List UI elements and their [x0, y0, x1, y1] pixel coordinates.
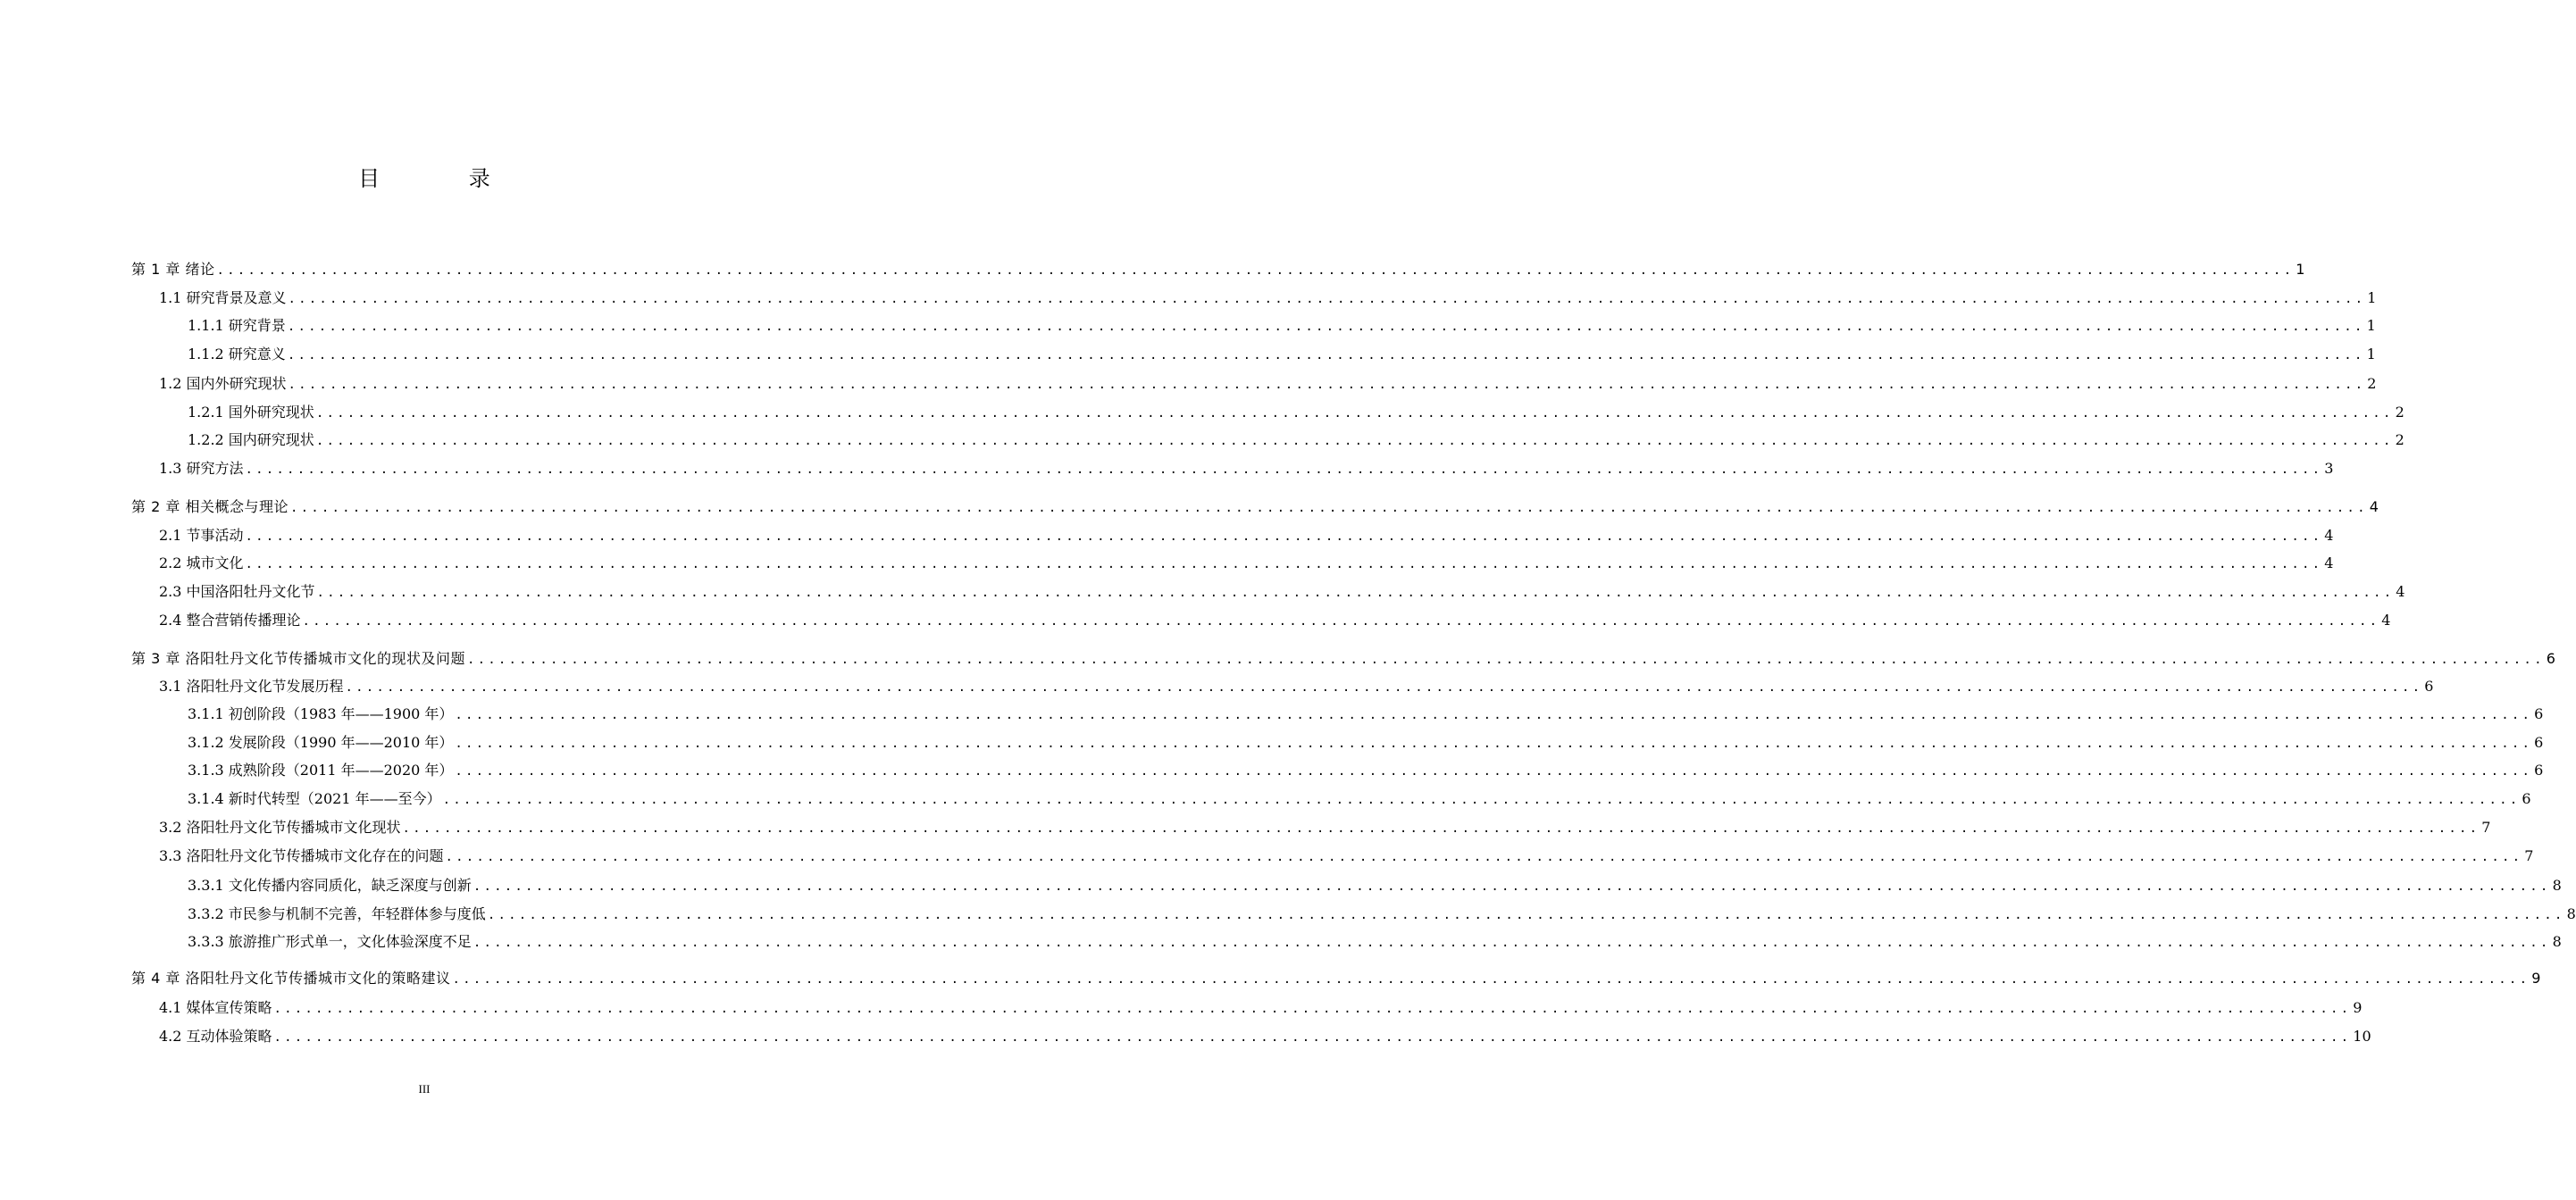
toc-entry-page: 4: [2324, 554, 2334, 571]
toc-entry-page: 8: [2552, 933, 2562, 950]
toc-entry-section[interactable]: [159, 581, 2405, 603]
toc-entry-page: 7: [2481, 819, 2491, 836]
toc-entry-label: 3.3.2 市民参与机制不完善，年轻群体参与度低: [188, 905, 486, 922]
toc-entry-subsection[interactable]: [188, 904, 2576, 925]
toc-leader-dots: ........................................................................................................................................................................................................: [288, 378, 2366, 392]
toc-entry-page: 2: [2367, 375, 2377, 392]
toc-entry-page: 1: [2367, 289, 2377, 306]
toc-leader-dots: ........................................................................................................................................................................................................: [315, 434, 2394, 448]
toc-leader-dots: ........................................................................................................................................................................................................: [473, 879, 2551, 894]
toc-leader-dots: ........................................................................................................................................................................................................: [402, 821, 2480, 836]
toc-entry-subsection[interactable]: [188, 788, 2531, 810]
toc-entry-page: 10: [2353, 1028, 2371, 1045]
toc-leader-dots: ........................................................................................................................................................................................................: [466, 653, 2545, 667]
toc-entry-page: 4: [2381, 612, 2391, 629]
toc-leader-dots: ........................................................................................................................................................................................................: [316, 586, 2395, 600]
toc-entry-label: 1.1.2 研究意义: [188, 346, 286, 362]
toc-entry-section[interactable]: [159, 676, 2434, 697]
toc-entry-section[interactable]: [159, 1026, 2371, 1047]
toc-entry-page: 7: [2524, 847, 2534, 864]
toc-entry-subsection[interactable]: [188, 704, 2544, 725]
toc-entry-label: 第 2 章 相关概念与理论: [131, 498, 289, 515]
toc-entry-subsection[interactable]: [188, 875, 2562, 896]
toc-entry-label: 3.1.3 成熟阶段（2011 年——2020 年）: [188, 762, 454, 779]
toc-entry-page: 4: [2324, 527, 2334, 544]
toc-entry-section[interactable]: [159, 458, 2334, 479]
toc-entry-label: 2.4 整合营销传播理论: [159, 612, 301, 629]
toc-entry-page: 6: [2534, 705, 2544, 722]
toc-entry-page: 1: [2366, 346, 2376, 362]
toc-leader-dots: ........................................................................................................................................................................................................: [245, 557, 2323, 571]
toc-entry-chapter[interactable]: [131, 968, 2541, 989]
toc-leader-dots: ........................................................................................................................................................................................................: [473, 936, 2551, 950]
toc-leader-dots: ........................................................................................................................................................................................................: [273, 1002, 2352, 1016]
toc-entry-label: 1.1 研究背景及意义: [159, 289, 287, 306]
toc-leader-dots: ........................................................................................................................................................................................................: [245, 462, 2323, 477]
toc-leader-dots: ........................................................................................................................................................................................................: [287, 348, 2365, 362]
toc-entry-subsection[interactable]: [188, 429, 2405, 451]
toc-leader-dots: ........................................................................................................................................................................................................: [245, 529, 2323, 544]
toc-leader-dots: ........................................................................................................................................................................................................: [345, 680, 2423, 695]
toc-entry-page: 1: [2366, 317, 2376, 334]
toc-entry-label: 3.1 洛阳牡丹文化节发展历程: [159, 678, 344, 695]
toc-leader-dots: ........................................................................................................................................................................................................: [442, 793, 2521, 807]
toc-entry-section[interactable]: [159, 817, 2491, 838]
page-title: 目 录: [358, 166, 531, 191]
toc-entry-label: 3.1.4 新时代转型（2021 年——至今）: [188, 790, 441, 807]
toc-entry-subsection[interactable]: [188, 315, 2376, 337]
toc-entry-page: 2: [2395, 404, 2405, 421]
toc-leader-dots: ........................................................................................................................................................................................................: [288, 292, 2366, 306]
toc-entry-page: 6: [2534, 762, 2544, 779]
toc-leader-dots: ........................................................................................................................................................................................................: [216, 263, 2295, 278]
toc-entry-label: 1.1.1 研究背景: [188, 317, 286, 334]
toc-leader-dots: ........................................................................................................................................................................................................: [455, 708, 2533, 722]
toc-leader-dots: ........................................................................................................................................................................................................: [455, 737, 2533, 751]
toc-entry-section[interactable]: [159, 997, 2363, 1019]
toc-entry-page: 8: [2552, 877, 2562, 894]
toc-entry-label: 3.2 洛阳牡丹文化节传播城市文化现状: [159, 819, 401, 836]
toc-entry-label: 2.2 城市文化: [159, 554, 244, 571]
toc-entry-subsection[interactable]: [188, 732, 2544, 754]
page-number: III: [418, 1082, 431, 1096]
toc-entry-label: 第 4 章 洛阳牡丹文化节传播城市文化的策略建议: [131, 970, 451, 987]
toc-leader-dots: ........................................................................................................................................................................................................: [315, 406, 2394, 421]
toc-entry-page: 9: [2531, 970, 2541, 987]
toc-entry-page: 9: [2353, 999, 2363, 1016]
toc-leader-dots: ........................................................................................................................................................................................................: [445, 850, 2523, 864]
toc-entry-subsection[interactable]: [188, 931, 2562, 953]
toc-entry-page: 4: [2396, 583, 2405, 600]
toc-entry-section[interactable]: [159, 553, 2334, 574]
toc-entry-label: 1.3 研究方法: [159, 460, 244, 477]
toc-entry-section[interactable]: [159, 373, 2377, 395]
toc-entry-label: 3.3.1 文化传播内容同质化，缺乏深度与创新: [188, 877, 472, 894]
toc-entry-chapter[interactable]: [131, 648, 2555, 670]
toc-entry-label: 3.1.1 初创阶段（1983 年——1900 年）: [188, 705, 454, 722]
toc-entry-label: 3.3 洛阳牡丹文化节传播城市文化存在的问题: [159, 847, 444, 864]
toc-entry-label: 1.2.1 国外研究现状: [188, 404, 314, 421]
toc-leader-dots: ........................................................................................................................................................................................................: [273, 1030, 2352, 1045]
toc-entry-page: 2: [2395, 431, 2405, 448]
toc-entry-label: 3.3.3 旅游推广形式单一，文化体验深度不足: [188, 933, 472, 950]
toc-entry-page: 6: [2522, 790, 2531, 807]
toc-entry-chapter[interactable]: [131, 259, 2305, 280]
toc-leader-dots: ........................................................................................................................................................................................................: [287, 320, 2365, 334]
toc-leader-dots: ........................................................................................................................................................................................................: [487, 908, 2565, 922]
toc-entry-page: 8: [2566, 905, 2576, 922]
toc-entry-page: 3: [2324, 460, 2334, 477]
toc-entry-page: 6: [2534, 734, 2544, 751]
toc-entry-page: 4: [2369, 498, 2379, 515]
toc-entry-section[interactable]: [159, 610, 2391, 631]
toc-entry-label: 4.1 媒体宣传策略: [159, 999, 272, 1016]
toc-entry-subsection[interactable]: [188, 402, 2405, 423]
toc-entry-label: 第 3 章 洛阳牡丹文化节传播城市文化的现状及问题: [131, 650, 465, 667]
toc-leader-dots: ........................................................................................................................................................................................................: [302, 614, 2380, 629]
toc-entry-section[interactable]: [159, 288, 2377, 309]
toc-entry-subsection[interactable]: [188, 760, 2544, 781]
toc-leader-dots: ........................................................................................................................................................................................................: [289, 501, 2368, 515]
toc-entry-label: 4.2 互动体验策略: [159, 1028, 272, 1045]
toc-entry-label: 2.1 节事活动: [159, 527, 244, 544]
toc-entry-section[interactable]: [159, 525, 2334, 546]
toc-leader-dots: ........................................................................................................................................................................................................: [455, 764, 2533, 779]
toc-entry-label: 3.1.2 发展阶段（1990 年——2010 年）: [188, 734, 454, 751]
toc-entry-label: 2.3 中国洛阳牡丹文化节: [159, 583, 315, 600]
toc-entry-label: 第 1 章 绪论: [131, 261, 215, 278]
toc-leader-dots: ........................................................................................................................................................................................................: [452, 972, 2530, 987]
toc-entry-page: 6: [2546, 650, 2555, 667]
toc-entry-page: 6: [2424, 678, 2434, 695]
toc-entry-subsection[interactable]: [188, 344, 2376, 365]
toc-entry-chapter[interactable]: [131, 496, 2379, 518]
toc-entry-label: 1.2.2 国内研究现状: [188, 431, 314, 448]
toc-entry-section[interactable]: [159, 846, 2534, 867]
toc-entry-page: 1: [2296, 261, 2305, 278]
toc-entry-label: 1.2 国内外研究现状: [159, 375, 287, 392]
